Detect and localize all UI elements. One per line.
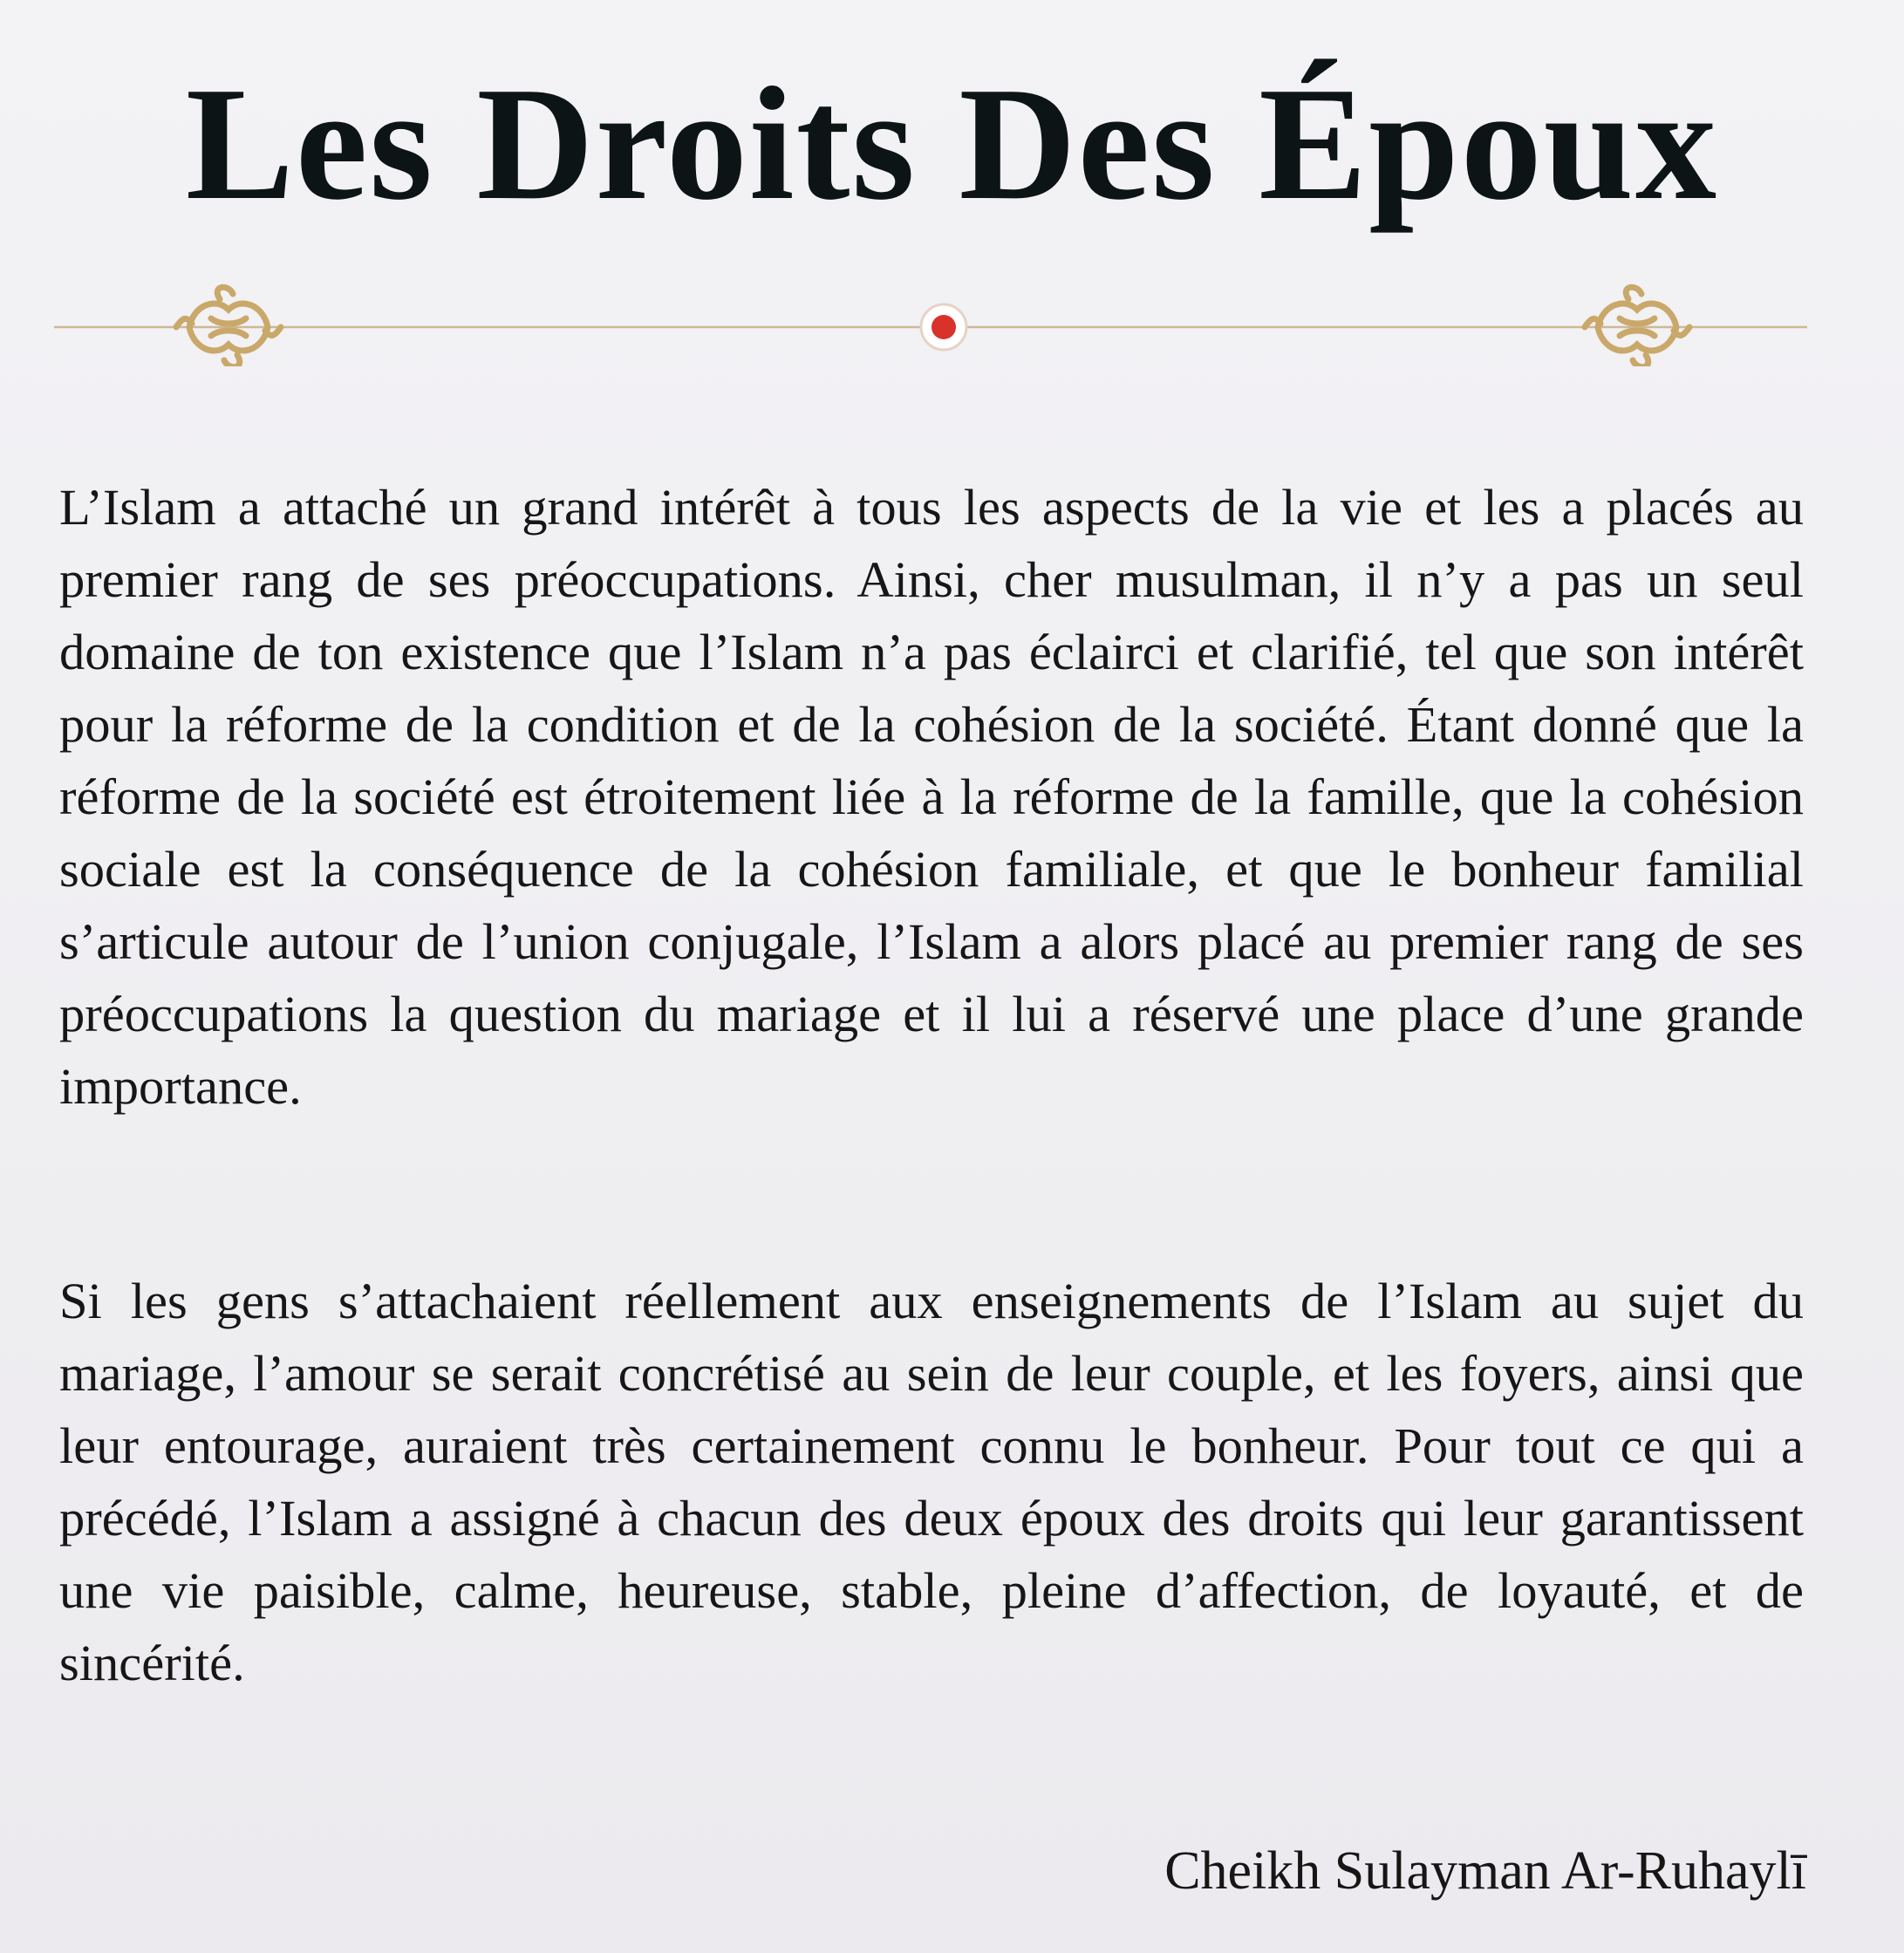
red-dot-icon — [921, 304, 966, 350]
body-paragraph-1: L’Islam a attaché un grand intérêt à tous les aspects de la vie et les a placés au premier rang de ses préoccupations. Ainsi, cher musulman, il n’y a pas un seul domaine de ton existence que l’Islam n’a pas éclairci et clarifié, tel que son intérêt pour la réforme de la condition et de la cohésion de la société. Étant donné que la réforme de la société est étroitement liée à la réforme de la famille, que la cohésion sociale est la conséquence de la cohésion familiale, et que le bonheur familial s’articule autour de l’union conjugale, l’Islam a alors placé au premier rang de ses préoccupations la question du mariage et il lui a réservé une place d’une grande importance. — [59, 479, 1804, 1115]
page-title: Les Droits Des Époux — [185, 54, 1719, 234]
body-paragraph-2: Si les gens s’attachaient réellement aux enseignements de l’Islam au sujet du mariage, l’amour se serait concrétisé au sein de leur couple, et les foyers, ainsi que leur entourage, auraient très certainement connu le bonheur. Pour tout ce qui a précédé, l’Islam a assigné à chacun des deux époux des droits qui leur garantissent une vie paisible, calme, heureuse, stable, pleine d’affection, de loyauté, et de sincérité. — [59, 1273, 1804, 1691]
author-signature: Cheikh Sulayman Ar-Ruhaylī — [1164, 1841, 1806, 1901]
ornamental-divider — [54, 279, 1807, 366]
